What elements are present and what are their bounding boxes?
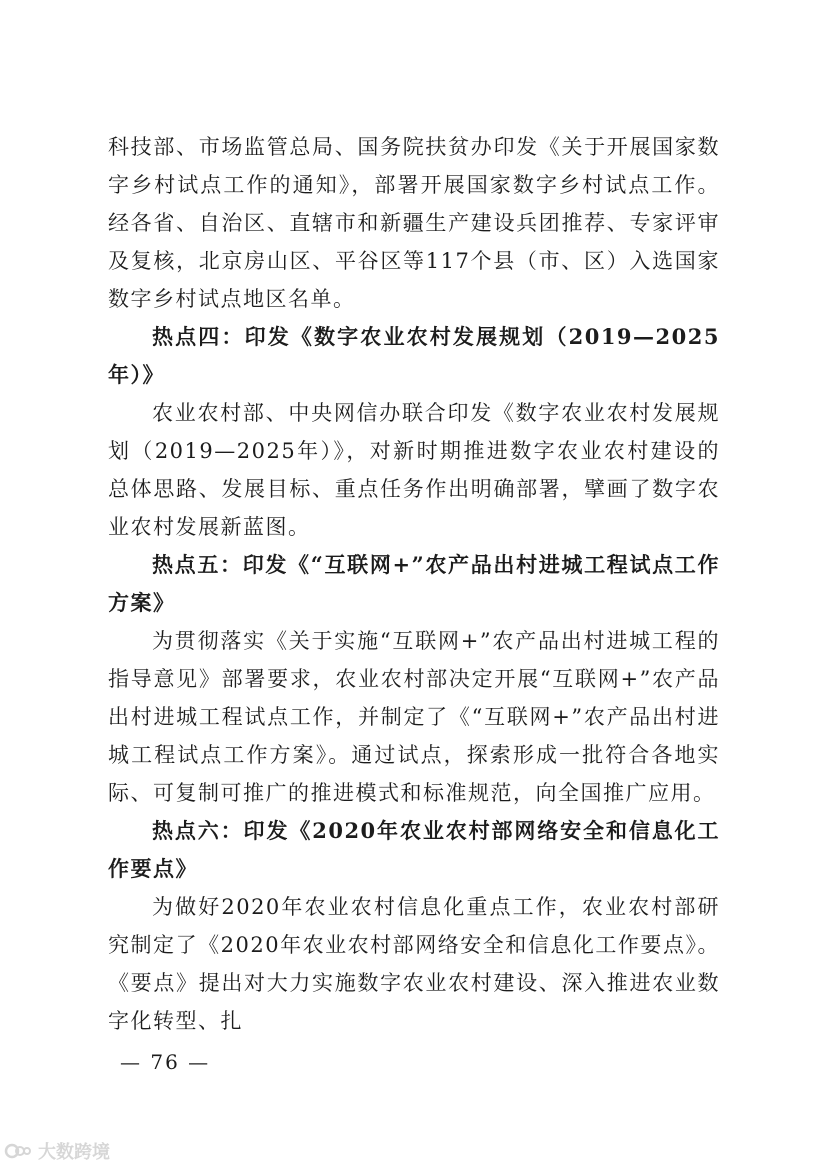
- brand-logo-icon: [4, 1141, 34, 1161]
- paragraph-4: 为做好2020年农业农村信息化重点工作，农业农村部研究制定了《2020年农业农村部网络安全和信息化工作要点》。《要点》提出对大力实施数字农业农村建设、深入推进农业数字化转型、扎: [108, 895, 720, 1033]
- heading-hotspot-6: 热点六：印发《2020年农业农村部网络安全和信息化工作要点》: [108, 818, 720, 881]
- paragraph-3: 为贯彻落实《关于实施“互联网+”农产品出村进城工程的指导意见》部署要求，农业农村部决定开展“互联网+”农产品出村进城工程试点工作，并制定了《“互联网+”农产品出村进城工程试点工作方案》。通过试点，探索形成一批符合各地实际、可复制可推广的推进模式和标准规范，向全国推广应用。: [108, 629, 720, 805]
- paragraph-1: 科技部、市场监管总局、国务院扶贫办印发《关于开展国家数字乡村试点工作的通知》，部署开展国家数字乡村试点工作。经各省、自治区、直辖市和新疆生产建设兵团推荐、专家评审及复核，北京房山区、平谷区等117个县（市、区）入选国家数字乡村试点地区名单。: [108, 135, 720, 311]
- page-number: — 76 —: [120, 1050, 211, 1074]
- body-text: [108, 128, 720, 1040]
- watermark: [4, 1138, 110, 1164]
- watermark-text: 大数跨境: [38, 1142, 110, 1163]
- heading-hotspot-4: 热点四：印发《数字农业农村发展规划（2019—2025年）》: [108, 324, 720, 387]
- heading-hotspot-5: 热点五：印发《“互联网+”农产品出村进城工程试点工作方案》: [108, 552, 720, 615]
- paragraph-2: 农业农村部、中央网信办联合印发《数字农业农村发展规划（2019—2025年）》，对新时期推进数字农业农村建设的总体思路、发展目标、重点任务作出明确部署，擘画了数字农业农村发展新蓝图。: [108, 401, 720, 539]
